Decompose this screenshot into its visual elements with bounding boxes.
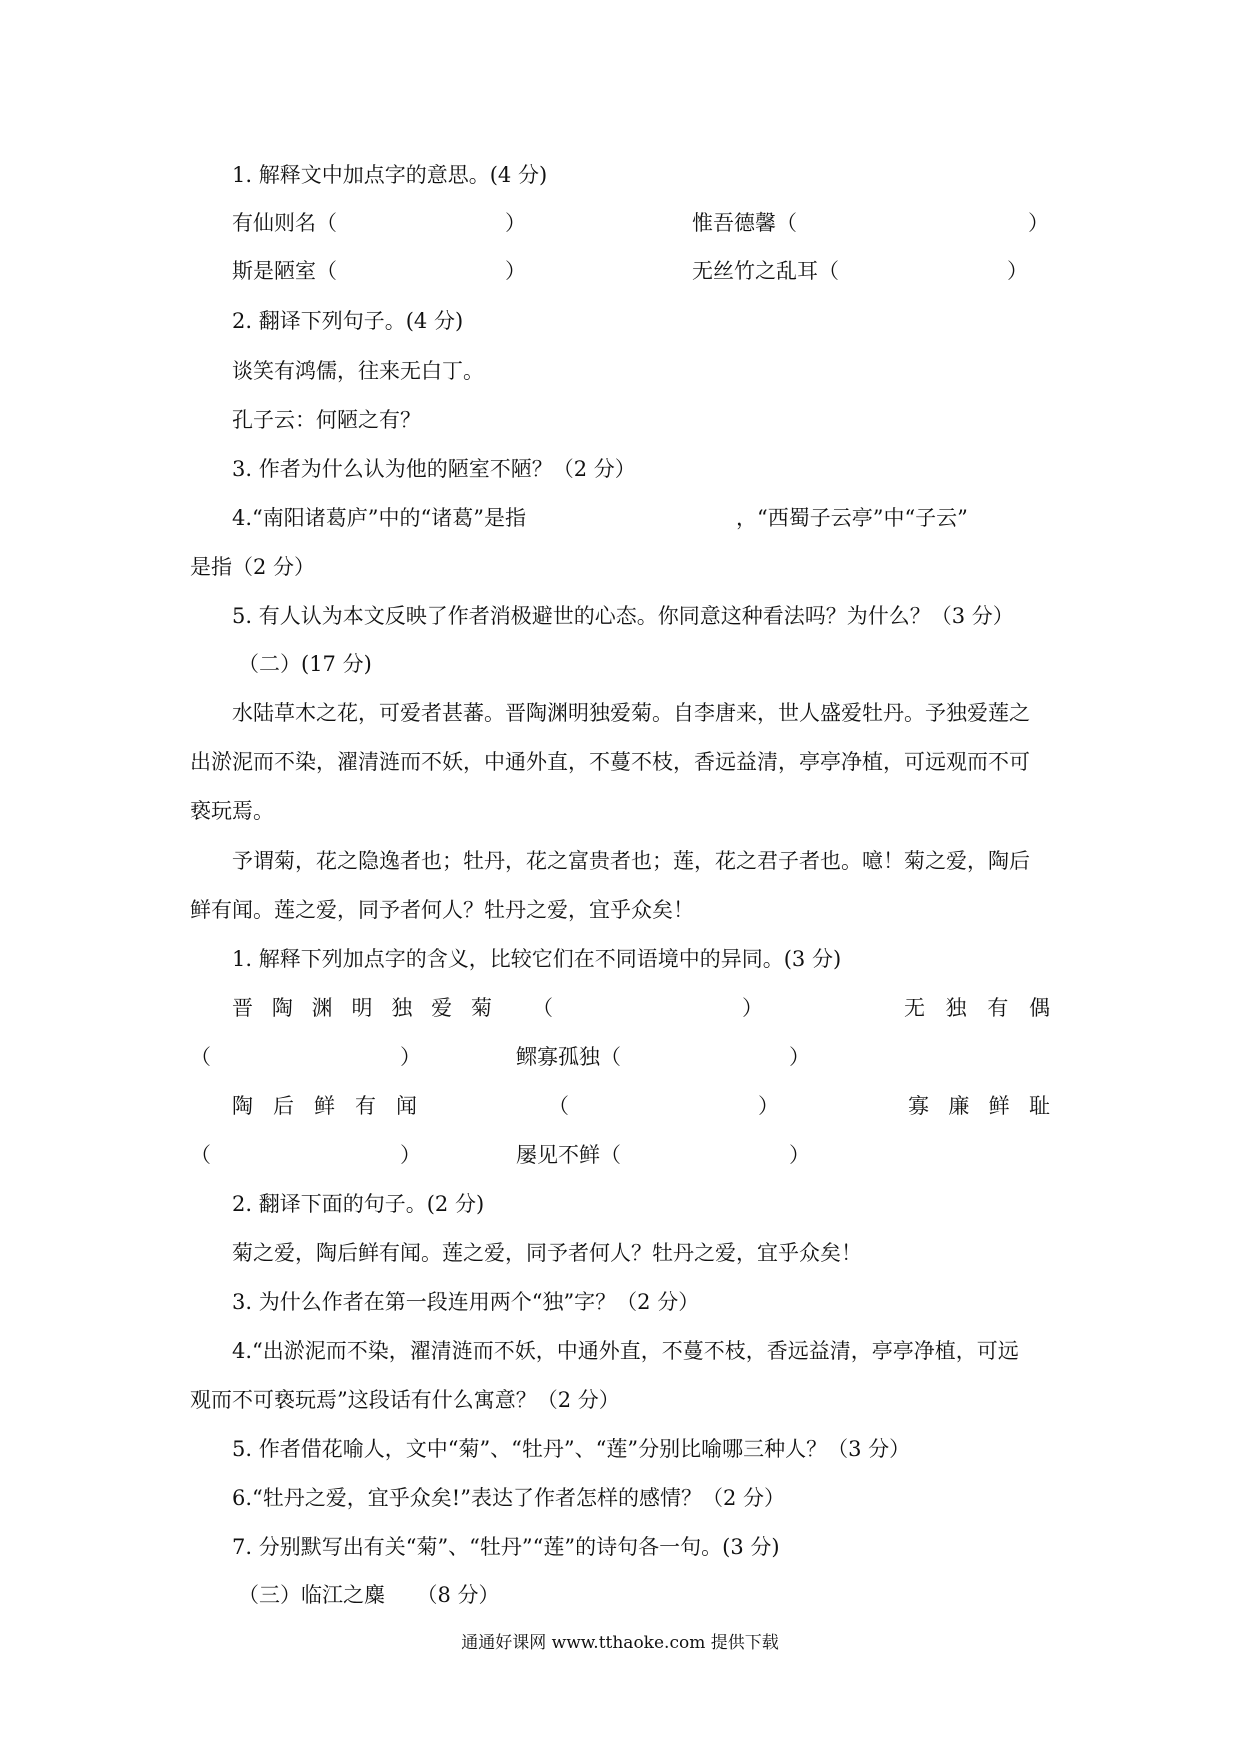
char: 廉 [948, 1094, 970, 1118]
char: 菊 [470, 996, 492, 1020]
passage-paragraph-2-line2: 鲜有闻。莲之爱，同予者何人？牡丹之爱，宜乎众矣！ [190, 898, 694, 922]
char: 无 [904, 996, 925, 1020]
char: 渊 [311, 996, 333, 1020]
char: 有 [355, 1094, 376, 1118]
question-4-line1: 4.“南阳诸葛庐”中的“诸葛”是指 ，“西蜀子云亭”中“子云” [232, 506, 968, 530]
passage-paragraph-1-line1: 水陆草木之花，可爱者甚蕃。晋陶渊明独爱菊。自李唐来，世人盛爱牡丹。予独爱莲之 [232, 701, 1030, 725]
question-2-6: 6.“牡丹之爱，宜乎众矣!”表达了作者怎样的感情？（2 分） [232, 1486, 785, 1510]
section-2-heading: （二）(17 分) [238, 652, 372, 676]
answer-blank-2-1f: 屡见不鲜（ ） [516, 1143, 810, 1167]
answer-blank-2-1e: （ ） [190, 1143, 421, 1167]
question-2-4-line1: 4.“出淤泥而不染，濯清涟而不妖，中通外直，不蔓不枝，香远益清，亭亭净植，可远 [232, 1339, 1019, 1363]
answer-blank-2-1c: 鳏寡孤独（ ） [516, 1045, 810, 1069]
char: 闻 [396, 1094, 417, 1118]
char: 爱 [431, 996, 453, 1020]
char: 有 [987, 996, 1009, 1020]
answer-blank-1b: 惟吾德馨（ ） [692, 211, 1049, 235]
char: 独 [391, 996, 413, 1020]
question-5: 5. 有人认为本文反映了作者消极避世的心态。你同意这种看法吗？为什么？（3 分） [232, 604, 1014, 628]
char: 后 [273, 1094, 294, 1118]
sentence-2b: 孔子云：何陋之有？ [232, 408, 421, 432]
char: 陶 [271, 996, 293, 1020]
char: 明 [351, 996, 373, 1020]
question-2-7: 7. 分别默写出有关“菊”、“牡丹”“莲”的诗句各一句。(3 分) [232, 1535, 780, 1559]
char: 鲜 [988, 1094, 1010, 1118]
answer-blank-1d: 无丝竹之乱耳（ ） [692, 259, 1028, 283]
question-2-instruction: 2. 翻译下列句子。(4 分) [232, 309, 464, 333]
page-footer: 通通好课网 www.tthaoke.com 提供下载 [461, 1633, 779, 1653]
char: 耻 [1028, 1094, 1050, 1118]
char: 寡 [908, 1094, 929, 1118]
answer-blank-2-1d: （ ） [548, 1094, 779, 1118]
question-2-2-instruction: 2. 翻译下面的句子。(2 分) [232, 1192, 485, 1216]
char: 偶 [1028, 996, 1050, 1020]
question-1-instruction: 1. 解释文中加点字的意思。(4 分) [232, 163, 548, 187]
answer-blank-1c: 斯是陋室（ ） [232, 259, 526, 283]
passage-paragraph-1-line2: 出淤泥而不染，濯清涟而不妖，中通外直，不蔓不枝，香远益清，亭亭净植，可远观而不可 [190, 750, 1030, 774]
char: 鲜 [314, 1094, 335, 1118]
section-3-heading: （三）临江之麋 （8 分） [238, 1583, 500, 1607]
word-gua-lian-xian-chi [908, 1091, 1050, 1121]
question-3: 3. 作者为什么认为他的陋室不陋？（2 分） [232, 457, 636, 481]
char: 晋 [232, 996, 253, 1020]
word-tao-hou-xian-you-wen [232, 1091, 417, 1121]
sentence-2a: 谈笑有鸿儒，往来无白丁。 [232, 359, 484, 383]
passage-paragraph-2-line1: 予谓菊，花之隐逸者也；牡丹，花之富贵者也；莲，花之君子者也。噫！菊之爱，陶后 [232, 849, 1030, 873]
question-2-5: 5. 作者借花喻人，文中“菊”、“牡丹”、“莲”分别比喻哪三种人？（3 分） [232, 1437, 911, 1461]
word-wu-du-you-ou [904, 993, 1050, 1023]
question-2-4-line2: 观而不可亵玩焉”这段话有什么寓意？（2 分） [190, 1388, 620, 1412]
char: 陶 [232, 1094, 253, 1118]
sentence-2-2a: 菊之爱，陶后鲜有闻。莲之爱，同予者何人？牡丹之爱，宜乎众矣！ [232, 1241, 862, 1265]
answer-blank-2-1b: （ ） [190, 1045, 421, 1069]
question-2-3: 3. 为什么作者在第一段连用两个“独”字？（2 分） [232, 1290, 700, 1314]
char: 独 [945, 996, 967, 1020]
word-jin-tao-yuan-ming [232, 993, 492, 1023]
question-4-line2: 是指（2 分） [190, 555, 316, 579]
answer-blank-2-1a: （ ） [532, 996, 763, 1020]
question-2-1-instruction: 1. 解释下列加点字的含义，比较它们在不同语境中的异同。(3 分) [232, 947, 842, 971]
answer-blank-1a: 有仙则名（ ） [232, 211, 526, 235]
passage-paragraph-1-line3: 亵玩焉。 [190, 799, 274, 823]
